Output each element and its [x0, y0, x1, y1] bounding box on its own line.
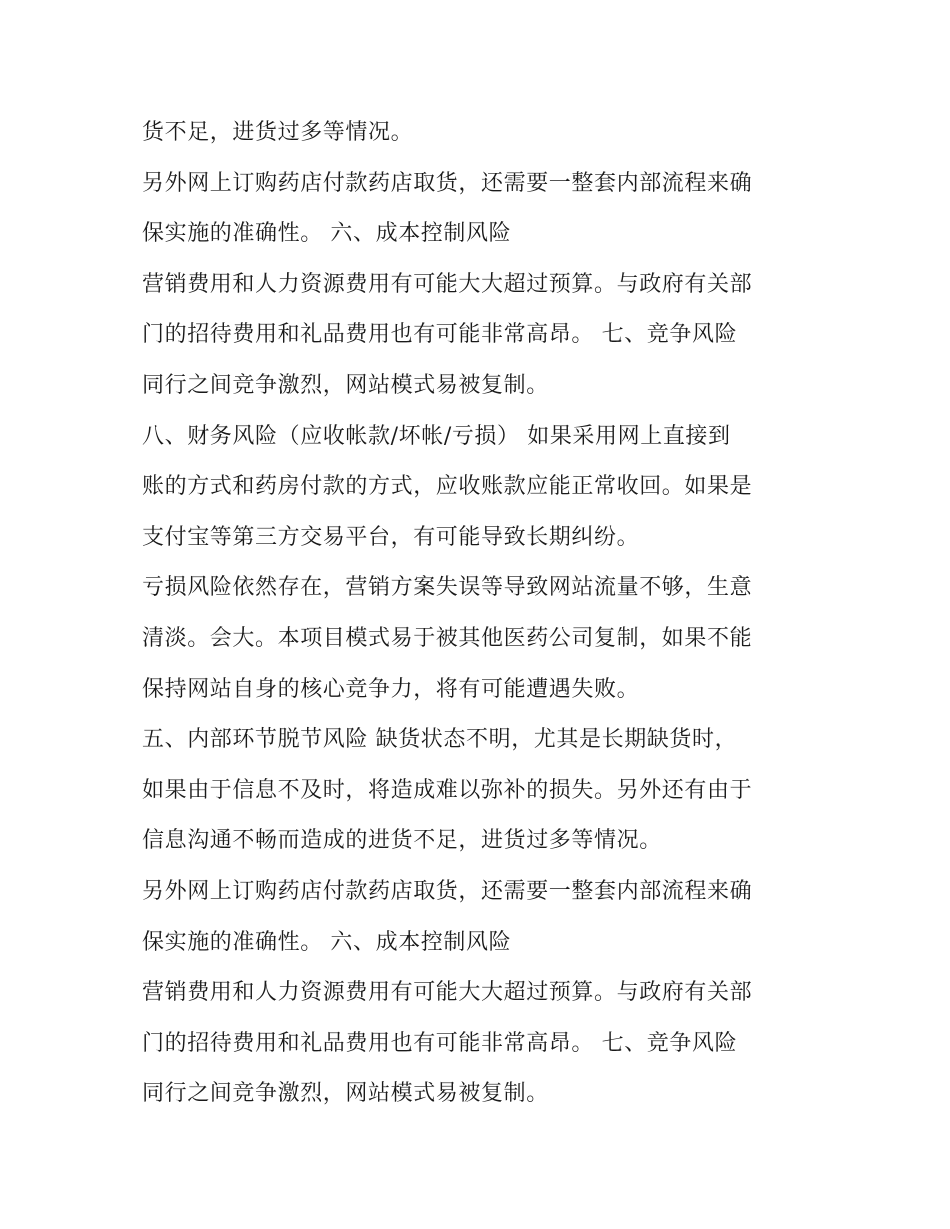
document-body — [142, 108, 822, 1120]
text-line: 五、内部环节脱节风险 缺货状态不明，尤其是长期缺货时， — [142, 727, 738, 753]
text-line: 门的招待费用和礼品费用也有可能非常高昂。 七、竞争风险 — [142, 1030, 738, 1056]
text-line: 账的方式和药房付款的方式，应收账款应能正常收回。如果是 — [142, 474, 753, 500]
text-line: 营销费用和人力资源费用有可能大大超过预算。与政府有关部 — [142, 980, 753, 1006]
text-line: 保持网站自身的核心竞争力，将有可能遭遇失败。 — [142, 676, 640, 702]
text-line: 八、财务风险（应收帐款/坏帐/亏损） 如果采用网上直接到 — [142, 423, 731, 449]
text-line: 清淡。会大。本项目模式易于被其他医药公司复制，如果不能 — [142, 625, 753, 651]
text-line: 另外网上订购药店付款药店取货，还需要一整套内部流程来确 — [142, 170, 753, 196]
text-line: 门的招待费用和礼品费用也有可能非常高昂。 七、竞争风险 — [142, 322, 738, 348]
text-line: 亏损风险依然存在，营销方案失误等导致网站流量不够，生意 — [142, 575, 753, 601]
text-line: 同行之间竞争激烈，网站模式易被复制。 — [142, 1081, 549, 1107]
text-line: 保实施的准确性。 六、成本控制风险 — [142, 221, 512, 247]
text-line: 如果由于信息不及时，将造成难以弥补的损失。另外还有由于 — [142, 777, 753, 803]
text-line: 支付宝等第三方交易平台，有可能导致长期纠纷。 — [142, 524, 640, 550]
text-line: 信息沟通不畅而造成的进货不足，进货过多等情况。 — [142, 828, 662, 854]
text-line: 另外网上订购药店付款药店取货，还需要一整套内部流程来确 — [142, 878, 753, 904]
text-line: 营销费用和人力资源费用有可能大大超过预算。与政府有关部 — [142, 271, 753, 297]
text-line: 货不足，进货过多等情况。 — [142, 120, 414, 145]
text-line: 保实施的准确性。 六、成本控制风险 — [142, 929, 512, 955]
text-line: 同行之间竞争激烈，网站模式易被复制。 — [142, 372, 549, 398]
